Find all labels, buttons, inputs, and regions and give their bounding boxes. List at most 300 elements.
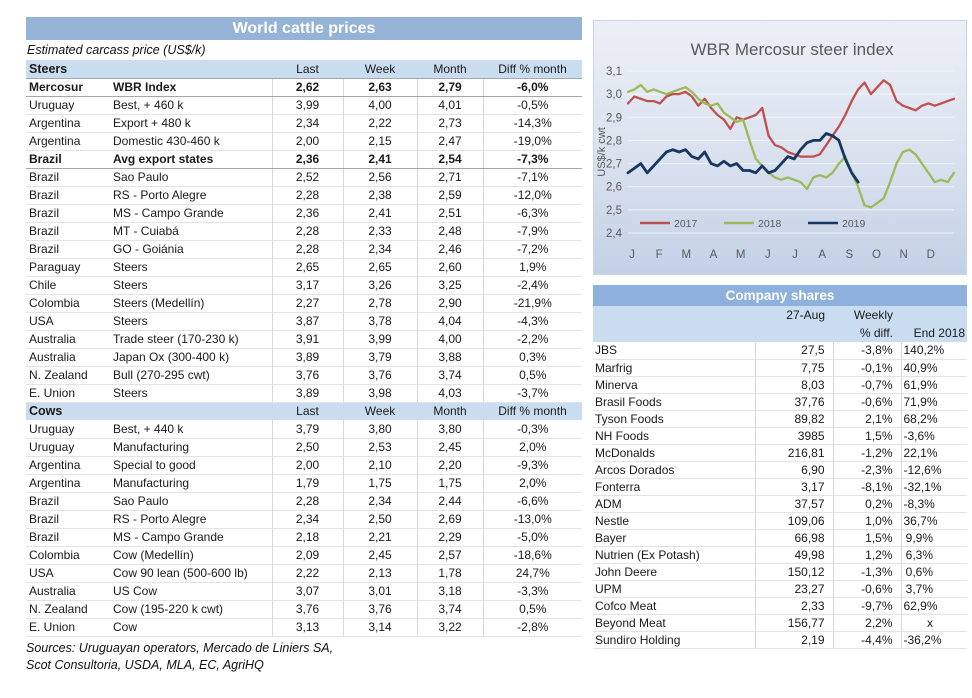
diff-cell: -6,3% xyxy=(483,204,582,222)
month-cell: 2,69 xyxy=(417,510,483,528)
last-cell: 3,87 xyxy=(272,312,343,330)
desc-cell: MT - Cuiabá xyxy=(110,222,272,240)
last-cell: 2,52 xyxy=(272,168,343,186)
x-tick-label: J xyxy=(764,249,771,261)
series-line-2017 xyxy=(628,80,954,156)
price-row xyxy=(26,420,582,438)
diff-cell: -13,0% xyxy=(483,510,582,528)
x-tick-label: J xyxy=(629,249,635,261)
last-cell: 3,79 xyxy=(272,420,343,438)
desc-cell: Best, + 440 k xyxy=(110,420,272,438)
last-cell: 2,34 xyxy=(272,114,343,132)
week-cell: 2,15 xyxy=(343,132,417,150)
steers-rows xyxy=(26,78,582,402)
country-cell: Mercosur xyxy=(26,78,110,96)
company-header-pct-diff: % diff. xyxy=(833,324,901,342)
diff-cell: -14,3% xyxy=(483,114,582,132)
country-cell: Brazil xyxy=(26,222,110,240)
desc-cell: MS - Campo Grande xyxy=(110,204,272,222)
price-row xyxy=(26,168,582,186)
price-cell: 37,57 xyxy=(755,495,833,512)
weekly-diff-cell: -3,8% xyxy=(833,342,901,359)
weekly-diff-cell: 1,5% xyxy=(833,529,901,546)
x-tick-label: A xyxy=(709,249,718,261)
price-row xyxy=(26,492,582,510)
company-name-cell: ADM xyxy=(593,495,755,512)
desc-cell: Cow (Medellín) xyxy=(110,546,272,564)
end-2018-cell: -12,6% xyxy=(901,461,967,478)
country-cell: USA xyxy=(26,312,110,330)
y-tick-label: 2,4 xyxy=(606,228,622,240)
last-cell: 2,18 xyxy=(272,528,343,546)
column-header-last: Last xyxy=(272,60,343,78)
sources-line-2: Scot Consultoria, USDA, MLA, EC, AgriHQ xyxy=(26,657,264,672)
company-header-blank-4 xyxy=(755,324,833,342)
price-row xyxy=(26,528,582,546)
country-cell: Chile xyxy=(26,276,110,294)
end-2018-cell: 68,2% xyxy=(901,410,967,427)
week-cell: 2,63 xyxy=(343,78,417,96)
month-cell: 2,46 xyxy=(417,240,483,258)
price-row xyxy=(26,132,582,150)
end-2018-cell: 71,9% xyxy=(901,393,967,410)
mercosur-chart-svg xyxy=(594,21,966,274)
price-row xyxy=(26,294,582,312)
diff-cell: -7,3% xyxy=(483,150,582,168)
country-cell: Brazil xyxy=(26,168,110,186)
x-tick-label: N xyxy=(899,249,908,261)
price-row xyxy=(26,312,582,330)
price-row xyxy=(26,348,582,366)
diff-cell: -0,5% xyxy=(483,96,582,114)
x-tick-label: F xyxy=(655,249,663,261)
week-cell: 2,22 xyxy=(343,114,417,132)
week-cell: 2,53 xyxy=(343,438,417,456)
weekly-diff-cell: -2,3% xyxy=(833,461,901,478)
steers-section-label: Steers xyxy=(26,60,272,78)
diff-cell: -21,9% xyxy=(483,294,582,312)
x-tick-label: O xyxy=(872,249,881,261)
diff-cell: -12,0% xyxy=(483,186,582,204)
end-2018-cell: 40,9% xyxy=(901,359,967,376)
month-cell: 2,48 xyxy=(417,222,483,240)
end-2018-cell: 140,2% xyxy=(901,342,967,359)
diff-cell: -7,9% xyxy=(483,222,582,240)
diff-cell: -2,4% xyxy=(483,276,582,294)
price-row xyxy=(26,276,582,294)
x-tick-label: M xyxy=(681,249,692,261)
legend-label-2017: 2017 xyxy=(674,218,698,230)
week-cell: 2,78 xyxy=(343,294,417,312)
diff-cell: -4,3% xyxy=(483,312,582,330)
y-axis-label: US$/k cwt xyxy=(596,127,608,177)
company-header-weekly: Weekly xyxy=(833,306,901,324)
desc-cell: RS - Porto Alegre xyxy=(110,510,272,528)
price-row xyxy=(26,78,582,96)
week-cell: 3,98 xyxy=(343,384,417,402)
month-cell: 2,47 xyxy=(417,132,483,150)
mercosur-steer-index-chart xyxy=(593,20,967,275)
diff-cell: -19,0% xyxy=(483,132,582,150)
company-header-blank xyxy=(593,306,755,324)
last-cell: 2,62 xyxy=(272,78,343,96)
weekly-diff-cell: -1,3% xyxy=(833,563,901,580)
price-cell: 37,76 xyxy=(755,393,833,410)
week-cell: 4,00 xyxy=(343,96,417,114)
company-header-blank-2 xyxy=(901,306,967,324)
company-name-cell: Minerva xyxy=(593,376,755,393)
week-cell: 3,78 xyxy=(343,312,417,330)
company-row xyxy=(593,597,967,614)
company-row xyxy=(593,495,967,512)
company-name-cell: McDonalds xyxy=(593,444,755,461)
last-cell: 2,36 xyxy=(272,150,343,168)
country-cell: Uruguay xyxy=(26,420,110,438)
week-cell: 2,21 xyxy=(343,528,417,546)
last-cell: 3,89 xyxy=(272,348,343,366)
diff-cell: -2,8% xyxy=(483,618,582,636)
last-cell: 2,34 xyxy=(272,510,343,528)
end-2018-cell: 6,3% xyxy=(901,546,967,563)
month-cell: 2,90 xyxy=(417,294,483,312)
weekly-diff-cell: -1,2% xyxy=(833,444,901,461)
diff-cell: 0,3% xyxy=(483,348,582,366)
price-row xyxy=(26,618,582,636)
diff-cell: 2,0% xyxy=(483,438,582,456)
x-tick-label: A xyxy=(818,249,827,261)
company-header-date: 27-Aug xyxy=(755,306,833,324)
price-row xyxy=(26,582,582,600)
month-cell: 1,75 xyxy=(417,474,483,492)
price-cell: 2,33 xyxy=(755,597,833,614)
desc-cell: Cow (195-220 k cwt) xyxy=(110,600,272,618)
country-cell: Brazil xyxy=(26,528,110,546)
price-row xyxy=(26,366,582,384)
country-cell: N. Zealand xyxy=(26,600,110,618)
prices-table xyxy=(26,60,582,637)
company-row xyxy=(593,478,967,495)
diff-cell: 2,0% xyxy=(483,474,582,492)
steers-section-header xyxy=(26,60,582,78)
diff-cell: -9,3% xyxy=(483,456,582,474)
weekly-diff-cell: -4,4% xyxy=(833,631,901,648)
month-cell: 2,79 xyxy=(417,78,483,96)
desc-cell: Trade steer (170-230 k) xyxy=(110,330,272,348)
month-cell: 2,29 xyxy=(417,528,483,546)
price-cell: 66,98 xyxy=(755,529,833,546)
column-header-diff: Diff % month xyxy=(483,60,582,78)
company-row xyxy=(593,546,967,563)
sources-note xyxy=(26,640,582,674)
column-header-diff-2: Diff % month xyxy=(483,402,582,420)
month-cell: 3,22 xyxy=(417,618,483,636)
month-cell: 4,04 xyxy=(417,312,483,330)
month-cell: 1,78 xyxy=(417,564,483,582)
weekly-diff-cell: 0,2% xyxy=(833,495,901,512)
company-name-cell: JBS xyxy=(593,342,755,359)
desc-cell: WBR Index xyxy=(110,78,272,96)
diff-cell: 24,7% xyxy=(483,564,582,582)
month-cell: 2,57 xyxy=(417,546,483,564)
end-2018-cell: -32,1% xyxy=(901,478,967,495)
cows-section-header xyxy=(26,402,582,420)
desc-cell: Steers xyxy=(110,276,272,294)
month-cell: 3,74 xyxy=(417,366,483,384)
week-cell: 3,14 xyxy=(343,618,417,636)
series-line-2018 xyxy=(628,85,954,208)
steers-header-row xyxy=(26,60,582,78)
last-cell: 3,76 xyxy=(272,366,343,384)
company-header-row-1 xyxy=(593,306,967,324)
last-cell: 3,76 xyxy=(272,600,343,618)
y-tick-label: 3,1 xyxy=(606,66,622,78)
country-cell: Uruguay xyxy=(26,96,110,114)
month-cell: 2,59 xyxy=(417,186,483,204)
price-cell: 109,06 xyxy=(755,512,833,529)
desc-cell: Cow 90 lean (500-600 lb) xyxy=(110,564,272,582)
company-row xyxy=(593,427,967,444)
month-cell: 2,54 xyxy=(417,150,483,168)
legend-label-2018: 2018 xyxy=(758,218,782,230)
price-row xyxy=(26,240,582,258)
last-cell: 3,91 xyxy=(272,330,343,348)
price-cell: 6,90 xyxy=(755,461,833,478)
country-cell: USA xyxy=(26,564,110,582)
company-rows xyxy=(593,342,967,648)
x-tick-label: D xyxy=(926,249,935,261)
month-cell: 2,71 xyxy=(417,168,483,186)
desc-cell: Bull (270-295 cwt) xyxy=(110,366,272,384)
company-row xyxy=(593,410,967,427)
company-name-cell: NH Foods xyxy=(593,427,755,444)
end-2018-cell: 61,9% xyxy=(901,376,967,393)
column-header-last-2: Last xyxy=(272,402,343,420)
company-shares-panel xyxy=(593,285,967,649)
world-cattle-prices-title: World cattle prices xyxy=(26,17,582,40)
last-cell: 3,13 xyxy=(272,618,343,636)
company-name-cell: Sundiro Holding xyxy=(593,631,755,648)
price-row xyxy=(26,258,582,276)
price-cell: 216,81 xyxy=(755,444,833,461)
company-name-cell: Beyond Meat xyxy=(593,614,755,631)
y-tick-label: 2,6 xyxy=(606,181,622,194)
week-cell: 3,01 xyxy=(343,582,417,600)
company-name-cell: Nestle xyxy=(593,512,755,529)
end-2018-cell: x xyxy=(901,614,967,631)
desc-cell: Sao Paulo xyxy=(110,168,272,186)
end-2018-cell: -3,6% xyxy=(901,427,967,444)
country-cell: Brazil xyxy=(26,510,110,528)
end-2018-cell: -8,3% xyxy=(901,495,967,512)
weekly-diff-cell: 1,0% xyxy=(833,512,901,529)
company-name-cell: Tyson Foods xyxy=(593,410,755,427)
company-name-cell: Bayer xyxy=(593,529,755,546)
y-tick-label: 2,5 xyxy=(606,204,622,217)
week-cell: 2,34 xyxy=(343,492,417,510)
price-cell: 2,19 xyxy=(755,631,833,648)
diff-cell: -7,2% xyxy=(483,240,582,258)
company-name-cell: Brasil Foods xyxy=(593,393,755,410)
company-shares-title: Company shares xyxy=(593,285,967,306)
weekly-diff-cell: 2,1% xyxy=(833,410,901,427)
month-cell: 3,74 xyxy=(417,600,483,618)
week-cell: 2,56 xyxy=(343,168,417,186)
weekly-diff-cell: -8,1% xyxy=(833,478,901,495)
last-cell: 2,28 xyxy=(272,240,343,258)
desc-cell: Japan Ox (300-400 k) xyxy=(110,348,272,366)
world-cattle-prices-panel xyxy=(26,17,582,674)
company-header-row-2 xyxy=(593,324,967,342)
desc-cell: US Cow xyxy=(110,582,272,600)
week-cell: 2,65 xyxy=(343,258,417,276)
price-cell: 150,12 xyxy=(755,563,833,580)
weekly-diff-cell: -0,6% xyxy=(833,580,901,597)
price-row xyxy=(26,438,582,456)
end-2018-cell: 36,7% xyxy=(901,512,967,529)
month-cell: 3,88 xyxy=(417,348,483,366)
company-row xyxy=(593,359,967,376)
country-cell: Colombia xyxy=(26,546,110,564)
country-cell: N. Zealand xyxy=(26,366,110,384)
country-cell: E. Union xyxy=(26,384,110,402)
price-row xyxy=(26,330,582,348)
desc-cell: Best, + 460 k xyxy=(110,96,272,114)
price-cell: 3985 xyxy=(755,427,833,444)
diff-cell: -2,2% xyxy=(483,330,582,348)
diff-cell: -7,1% xyxy=(483,168,582,186)
week-cell: 3,80 xyxy=(343,420,417,438)
sources-line-1: Sources: Uruguayan operators, Mercado de Liniers SA, xyxy=(26,640,334,655)
last-cell: 1,79 xyxy=(272,474,343,492)
week-cell: 3,76 xyxy=(343,600,417,618)
price-cell: 8,03 xyxy=(755,376,833,393)
y-tick-label: 3,0 xyxy=(606,89,622,102)
week-cell: 3,99 xyxy=(343,330,417,348)
last-cell: 2,65 xyxy=(272,258,343,276)
country-cell: Argentina xyxy=(26,456,110,474)
end-2018-cell: 9,9% xyxy=(901,529,967,546)
desc-cell: Manufacturing xyxy=(110,438,272,456)
column-header-week: Week xyxy=(343,60,417,78)
week-cell: 2,38 xyxy=(343,186,417,204)
diff-cell: -5,0% xyxy=(483,528,582,546)
price-cell: 156,77 xyxy=(755,614,833,631)
diff-cell: 1,9% xyxy=(483,258,582,276)
desc-cell: Export + 480 k xyxy=(110,114,272,132)
country-cell: Paraguay xyxy=(26,258,110,276)
month-cell: 2,60 xyxy=(417,258,483,276)
company-header-blank-3 xyxy=(593,324,755,342)
x-tick-label: J xyxy=(792,249,798,261)
company-row xyxy=(593,529,967,546)
price-cell: 7,75 xyxy=(755,359,833,376)
company-name-cell: Arcos Dorados xyxy=(593,461,755,478)
column-header-month-2: Month xyxy=(417,402,483,420)
price-row xyxy=(26,510,582,528)
week-cell: 2,33 xyxy=(343,222,417,240)
week-cell: 2,10 xyxy=(343,456,417,474)
diff-cell: -6,0% xyxy=(483,78,582,96)
last-cell: 2,36 xyxy=(272,204,343,222)
last-cell: 2,28 xyxy=(272,492,343,510)
country-cell: Colombia xyxy=(26,294,110,312)
x-tick-label: M xyxy=(735,249,746,261)
country-cell: Australia xyxy=(26,330,110,348)
last-cell: 2,22 xyxy=(272,564,343,582)
price-row xyxy=(26,96,582,114)
weekly-diff-cell: -0,7% xyxy=(833,376,901,393)
end-2018-cell: 3,7% xyxy=(901,580,967,597)
company-name-cell: Nutrien (Ex Potash) xyxy=(593,546,755,563)
week-cell: 2,50 xyxy=(343,510,417,528)
price-cell: 3,17 xyxy=(755,478,833,495)
price-row xyxy=(26,600,582,618)
company-shares-table xyxy=(593,306,967,649)
desc-cell: Cow xyxy=(110,618,272,636)
last-cell: 2,50 xyxy=(272,438,343,456)
desc-cell: GO - Goiánia xyxy=(110,240,272,258)
country-cell: Brazil xyxy=(26,204,110,222)
desc-cell: RS - Porto Alegre xyxy=(110,186,272,204)
country-cell: Brazil xyxy=(26,492,110,510)
company-name-cell: Fonterra xyxy=(593,478,755,495)
y-tick-label: 2,8 xyxy=(606,135,622,148)
month-cell: 2,45 xyxy=(417,438,483,456)
last-cell: 3,17 xyxy=(272,276,343,294)
month-cell: 2,44 xyxy=(417,492,483,510)
company-header-end2018: End 2018 xyxy=(901,324,967,342)
company-row xyxy=(593,512,967,529)
desc-cell: Steers xyxy=(110,258,272,276)
month-cell: 2,20 xyxy=(417,456,483,474)
company-row xyxy=(593,393,967,410)
price-row xyxy=(26,222,582,240)
last-cell: 2,00 xyxy=(272,132,343,150)
country-cell: Uruguay xyxy=(26,438,110,456)
last-cell: 3,89 xyxy=(272,384,343,402)
price-row xyxy=(26,546,582,564)
diff-cell: -0,3% xyxy=(483,420,582,438)
end-2018-cell: 62,9% xyxy=(901,597,967,614)
company-table-header xyxy=(593,306,967,342)
country-cell: E. Union xyxy=(26,618,110,636)
end-2018-cell: 22,1% xyxy=(901,444,967,461)
week-cell: 3,76 xyxy=(343,366,417,384)
week-cell: 1,75 xyxy=(343,474,417,492)
cows-rows xyxy=(26,420,582,636)
company-row xyxy=(593,580,967,597)
right-column xyxy=(593,20,967,649)
month-cell: 4,00 xyxy=(417,330,483,348)
country-cell: Brazil xyxy=(26,240,110,258)
month-cell: 4,03 xyxy=(417,384,483,402)
weekly-diff-cell: 2,2% xyxy=(833,614,901,631)
week-cell: 2,34 xyxy=(343,240,417,258)
week-cell: 3,79 xyxy=(343,348,417,366)
company-row xyxy=(593,563,967,580)
desc-cell: Domestic 430-460 k xyxy=(110,132,272,150)
price-row xyxy=(26,204,582,222)
weekly-diff-cell: 1,5% xyxy=(833,427,901,444)
carcass-price-subtitle: Estimated carcass price (US$/k) xyxy=(27,43,206,57)
price-row xyxy=(26,474,582,492)
price-cell: 23,27 xyxy=(755,580,833,597)
country-cell: Australia xyxy=(26,582,110,600)
country-cell: Brazil xyxy=(26,150,110,168)
diff-cell: -18,6% xyxy=(483,546,582,564)
weekly-diff-cell: 1,2% xyxy=(833,546,901,563)
column-header-month: Month xyxy=(417,60,483,78)
